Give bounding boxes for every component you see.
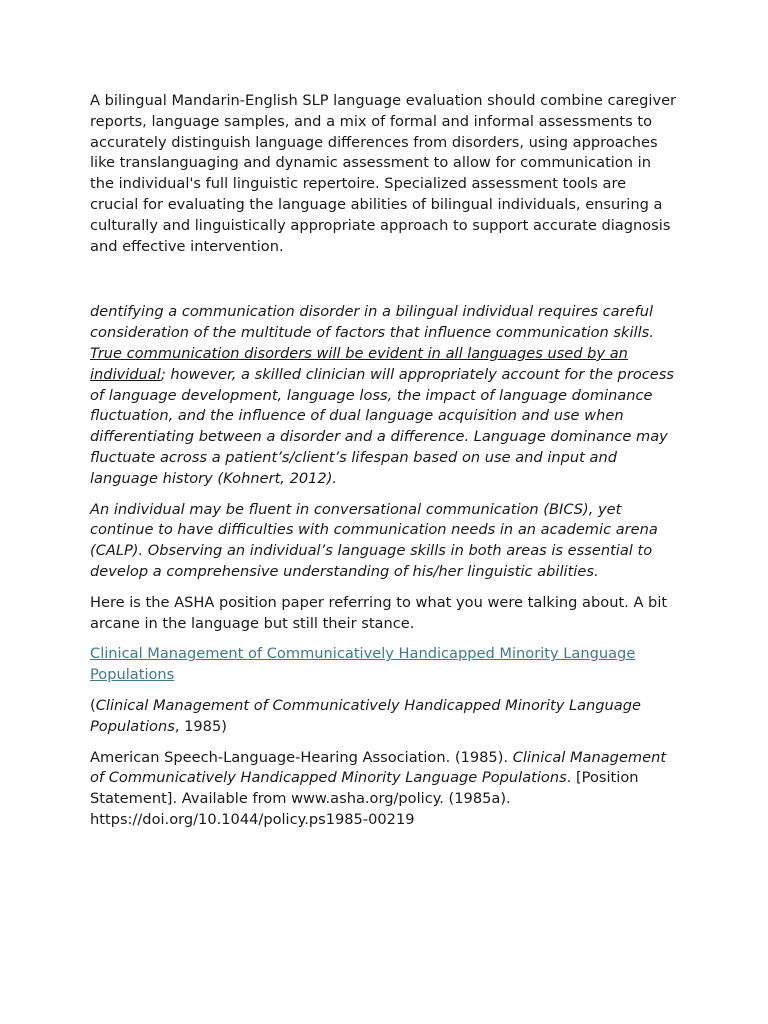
citation-close: , 1985) — [174, 717, 227, 735]
document-body — [90, 91, 678, 831]
quote-text-after: ; however, a skilled clinician will appropriately account for the process of language development, language loss, the impact of language dominance fluctuation, and the influence of dual language acquisition and use when differentiating between a disorder and a difference. Language dominance may fluctuate across a patient’s/client’s lifespan based on use and input and language history (Kohnert, 2012). — [90, 365, 674, 487]
reference-rest: . [Position Statement]. Available from www.asha.org/policy. (1985a). https://doi.org/10.1044/policy.ps1985-00219 — [90, 769, 639, 828]
asha-position-link[interactable]: Clinical Management of Communicatively Handicapped Minority Language Populations — [90, 645, 636, 684]
comment-paragraph: Here is the ASHA position paper referring to what you were talking about. A bit arcane in the language but still their stance. — [90, 593, 668, 632]
reference-entry — [90, 748, 678, 831]
link-paragraph — [90, 644, 678, 686]
quote-text-before: dentifying a communication disorder in a bilingual individual requires careful consideration of the multitude of factors that influence communication skills. — [90, 303, 654, 342]
citation-open: ( — [90, 696, 96, 714]
citation-title: Clinical Management of Communicatively Handicapped Minority Language Populations — [90, 696, 641, 735]
reference-title: Clinical Management of Communicatively Handicapped Minority Language Populations — [90, 748, 667, 787]
quote-underlined-text: True communication disorders will be evident in all languages used by an individual — [90, 344, 628, 383]
intro-paragraph: A bilingual Mandarin-English SLP language evaluation should combine caregiver reports, language samples, and a mix of formal and informal assessments to accurately distinguish language differences from disorders, using approaches like translanguaging and dynamic assessment to allow for communication in the individual's full linguistic repertoire. Specialized assessment tools are crucial for evaluating the language abilities of bilingual individuals, ensuring a culturally and linguistically appropriate approach to support accurate diagnosis and effective intervention. — [90, 92, 677, 255]
quote-paragraph-disorder — [90, 302, 678, 489]
quote-paragraph-bics-calp: An individual may be fluent in conversational communication (BICS), yet continue to have difficulties with communication needs in an academic arena (CALP). Observing an individual’s language skills in both areas is essential to develop a comprehensive understanding of his/her linguistic abilities. — [90, 500, 658, 580]
citation-short — [90, 696, 678, 738]
reference-author: American Speech-Language-Hearing Association. (1985). — [90, 748, 513, 766]
